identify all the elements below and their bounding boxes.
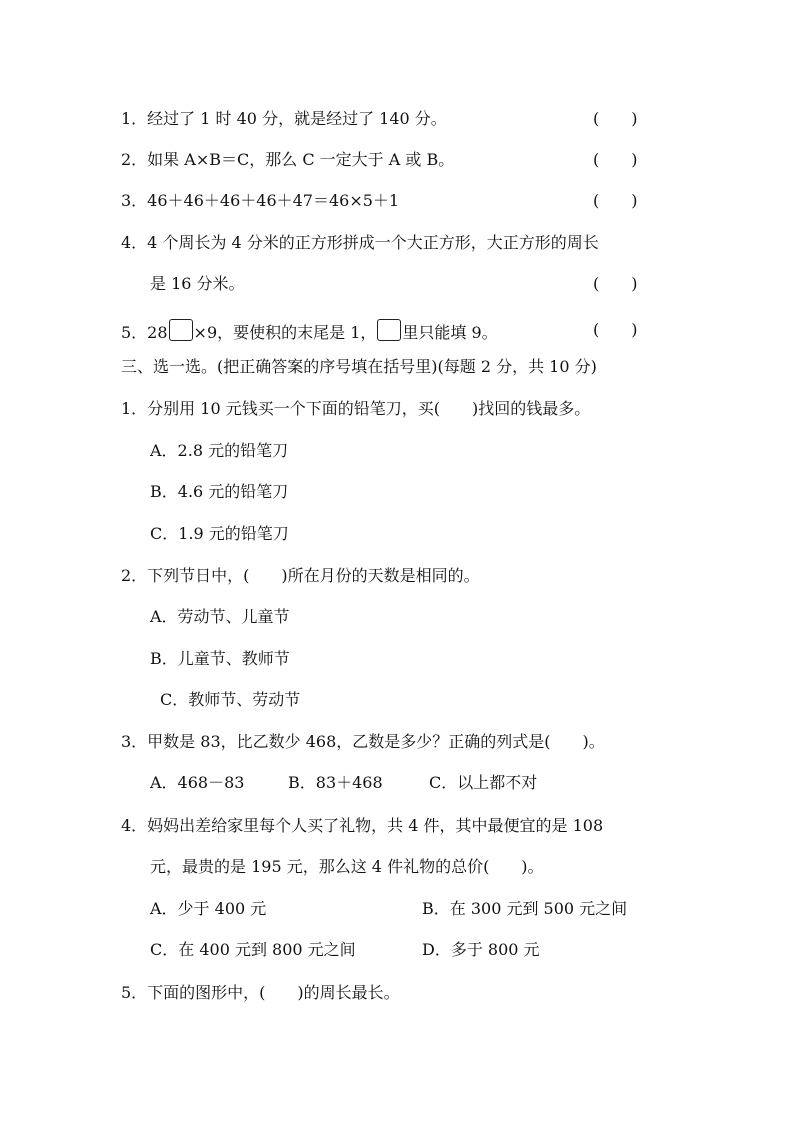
choice-q2-stem: 2．下列节日中，( )所在月份的天数是相同的。 bbox=[121, 566, 480, 585]
choice-q2-option-c[interactable]: C．教师节、劳动节 bbox=[160, 690, 301, 709]
choice-q3-option-a[interactable]: A．468－83 bbox=[150, 773, 245, 792]
choice-q4-stem-line1: 4．妈妈出差给家里每个人买了礼物，共 4 件，其中最便宜的是 108 bbox=[121, 816, 604, 835]
choice-q1-option-c[interactable]: C．1.9 元的铅笔刀 bbox=[150, 524, 289, 543]
section-heading: 三、选一选。(把正确答案的序号填在括号里)(每题 2 分，共 10 分) bbox=[121, 357, 597, 376]
choice-q1-option-a[interactable]: A．2.8 元的铅笔刀 bbox=[150, 441, 289, 460]
judge-item-4-continued: 是 16 分米。 bbox=[150, 274, 245, 293]
judge-item-4: 4．4 个周长为 4 分米的正方形拼成一个大正方形，大正方形的周长 bbox=[121, 233, 599, 252]
judge-item-2: 2．如果 A×B＝C，那么 C 一定大于 A 或 B。 bbox=[121, 150, 455, 169]
blank-box[interactable] bbox=[169, 319, 193, 341]
judge-item-5-part3: 里只能填 9。 bbox=[402, 323, 498, 342]
choice-q4-option-c[interactable]: C．在 400 元到 800 元之间 bbox=[150, 940, 356, 959]
choice-q4-stem-line2: 元，最贵的是 195 元，那么这 4 件礼物的总价( )。 bbox=[150, 857, 544, 876]
blank-box[interactable] bbox=[377, 319, 401, 341]
choice-q3-stem: 3．甲数是 83，比乙数少 468，乙数是多少？正确的列式是( )。 bbox=[121, 732, 605, 751]
judge-item-5 bbox=[121, 319, 498, 344]
choice-q3-option-b[interactable]: B．83＋468 bbox=[288, 773, 383, 792]
choice-q1-option-b[interactable]: B．4.6 元的铅笔刀 bbox=[150, 482, 289, 501]
judge-answer-3[interactable]: ( ) bbox=[593, 191, 638, 210]
judge-item-3: 3．46＋46＋46＋46＋47＝46×5＋1 bbox=[121, 191, 400, 210]
choice-q2-option-a[interactable]: A．劳动节、儿童节 bbox=[150, 607, 290, 626]
choice-q3-option-c[interactable]: C．以上都不对 bbox=[429, 773, 538, 792]
judge-answer-5[interactable]: ( ) bbox=[593, 320, 638, 339]
choice-q4-option-b[interactable]: B．在 300 元到 500 元之间 bbox=[422, 899, 628, 918]
judge-answer-4[interactable]: ( ) bbox=[593, 274, 638, 293]
choice-q4-option-a[interactable]: A．少于 400 元 bbox=[150, 899, 267, 918]
choice-q5-stem: 5．下面的图形中，( )的周长最长。 bbox=[121, 983, 400, 1002]
choice-q2-option-b[interactable]: B．儿童节、教师节 bbox=[150, 649, 290, 668]
judge-answer-2[interactable]: ( ) bbox=[593, 150, 638, 169]
judge-item-1: 1．经过了 1 时 40 分，就是经过了 140 分。 bbox=[121, 109, 447, 128]
judge-item-5-part1: 5．28 bbox=[121, 323, 168, 342]
judge-item-5-part2: ×9，要使积的末尾是 1， bbox=[193, 323, 377, 342]
choice-q4-option-d[interactable]: D．多于 800 元 bbox=[422, 940, 540, 959]
choice-q1-stem: 1．分别用 10 元钱买一个下面的铅笔刀，买( )找回的钱最多。 bbox=[121, 399, 591, 418]
judge-answer-1[interactable]: ( ) bbox=[593, 109, 638, 128]
